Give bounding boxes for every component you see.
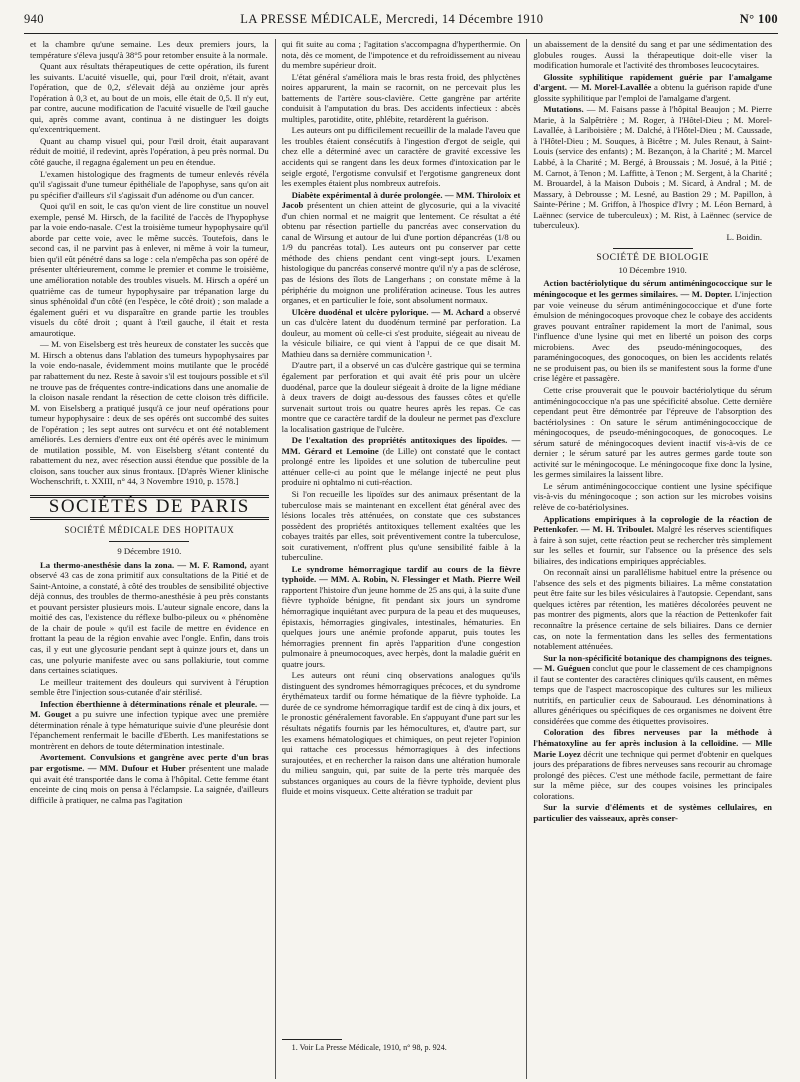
page-header [24, 12, 778, 34]
article-text: a obtenu la guérison rapide d'une glossite syphilitique par l'emploi de l'amalgame d'argent. [533, 82, 773, 103]
article [30, 560, 269, 676]
article [282, 307, 521, 360]
article [533, 278, 772, 383]
article-title: Avortement. Convulsions et gangrène avec perte d'un bras par ergotisme. — MM. Dufour et Huber [30, 752, 269, 773]
article-text: L'injection par voie veineuse du sérum antiméningococcique et d'une forte émulsion de méningocoques provoque chez le cobaye des accidents graves pouvant entraîner rapidement la mort de l'animal, sous l'influence d'une lysine qui met en liberté un poison des corps microbiens. Avec des pseudo-méningocoques, des paraméningocoques, des gonocoques, on bien les accidents relatés ne se produisent pas, ou bien ils se manifestent sous la forme d'une crise légère et passagère. [533, 289, 773, 384]
paragraph: L'état général s'améliora mais le bras resta froid, des phlyctènes noires apparurent, la main se racornit, on ne percevait plus les battements de l'artère sous-clavière. Cette gangrène par artérite conduisit à l'amputation du bras. Des accidents infectieux : abcès multiples, parotidite, otite, phlébite, retardèrent la guérison. [281, 71, 521, 124]
article-text: conclut que pour le classement de ces champignons il faut se contenter des caractères cliniques qu'ils causent, en mêmes temps que de l'aspect macroscopique des cultures sur les milieux nutritifs, en particulier ceux de Sabouraud. Les dénominations à allures génériques ou spécifiques de ces organismes ne doivent être considérées que comme des étiquettes provisoires. [533, 663, 773, 726]
paragraph: Quant au champ visuel qui, pour l'œil droit, était auparavant réduit de moitié, il redevint, après l'opération, à peu près normal. Du côté gauche, il regagna également un peu en étendue. [30, 135, 269, 168]
article-title: Sur la survie d'éléments et de systèmes cellulaires, en particulier des vaisseaux, après conser- [533, 802, 773, 823]
section-divider [613, 248, 693, 249]
paragraph: — M. von Eiselsberg est très heureux de constater les succès que M. Hirsch a obtenus dans l'ablation des tumeurs hypophysaires par la voie endo-nasale, évidemment moins mutilante que le procédé par rabattement du nez. Reste à savoir s'il est toujours possible et s'il ne trouve pas de fréquentes contre-indications dans une anomalie de la cloison nasale rendant la résection de cette cloison très difficile. M. von Eiselsberg a pratiqué jusqu'à ce jour neuf opérations pour tumeur hypophysaire : deux de ses opérés ont succombé des suites de l'opération ; les sept autres ont survécu et ont été notablement améliorés. Les derniers d'entre eux ont été opérés avec le minimum de mutilation possible, M. von Eiselsberg s'étant contenté du rabattement du nez, avec résection aussi étendue que possible de la cloison, sans toucher aux sinus frontaux. [D'après Wiener klinische Wochenschrift, t. XXIII, n° 44, 3 Novembre 1910, p. 1578.] [30, 339, 269, 487]
paragraph: qui fit suite au coma ; l'agitation s'accompagna d'hyperthermie. On nota, dès ce moment, de l'impotence et du refroidissement au niveau du membre supérieur droit. [281, 39, 521, 71]
paragraph: Les auteurs ont pu difficilement recueillir de la malade l'aveu que les troubles étaient consécutifs à l'ingestion d'ergot de seigle, qui chez elle a déterminé avec un caractère de gravité excessive les accidents qui se rangent dans les deux formes d'intoxication par le seigle ergoté, l'ergotisme convulsif et l'ergotisme gangreneux dont les exemples étaient plus nombreux autrefois. [281, 125, 521, 189]
article-text: décrit une technique qui permet d'obtenir en quelques jours des préparations de fibres nerveuses sans recourir au chromage prolongé des pièces. C'est une méthode facile, permettant de faire sur la même pièce, sur des coupes voisines les principales colorations. [533, 748, 773, 801]
society-title: SOCIÉTÉ MÉDICALE DES HOPITAUX [64, 524, 235, 535]
footnote-divider [282, 1039, 342, 1040]
column-1 [24, 39, 275, 1079]
article-title: Sur la non-spécificité botanique des champignons des teignes. — M. Guéguen [533, 652, 773, 674]
paragraph: Quant aux résultats thérapeutiques de cette opération, ils furent les suivants. L'acuité visuelle, qui, pour l'œil droit, n'était, avant l'opération, que de 0,2, s'élevait déjà au onzième jour après l'opération à 0,3 et, au bout de un mois, elle était de 0,5. Il n'y eut, par contre, aucune modification de l'acuité visuelle de l'œil gauche qui, après comme avant, continua à ne distinguer les doigts qu'excentriquement. [30, 61, 269, 135]
paragraph: Si l'on recueille les lipoïdes sur des animaux présentant de la tuberculose mais se maintenant en excellent état général avec des lésions locales très atténuées, on constate que ces substances possèdent des propriétés antitoxiques tellement exaltées que les cobayes traités par elles, soit préventivement contre la tuberculose, soit curativement, n'offrent plus qu'une sensibilité faible à la tuberculine. [281, 488, 521, 563]
article-text: présentent un chien atteint de glycosurie, qui a la vivacité d'un chien normal et ne maigrit que lentement. Ce résultat a été obtenu par résection partielle du pancréas avec conservation du canal de Wirsung et autour de lui d'une portion dépancréas (1/8 ou 1/9 du pancréas total). Les auteurs ont pu conserver par cette méthode des chiens pendant cent vingt-sept jours. L'examen histologique du pancréas conservé montre qu'il n'y a pas de sclérose, pas de lésions des îlots de Langerhans ; on constate même à la périphérie du moignon une prolifération acineuse. Tous les autres organes, et en particulier le foie, sont absolument normaux. [281, 200, 521, 306]
paragraph: Les auteurs ont réuni cinq observations analogues qu'ils distinguent des syndromes hémorragiques précoces, et du syndrome érythémateux tardif ou forme hématique de la fièvre typhoïde. La durée de ce syndrome hémorragique tardif est de cinq à dix jours, et le pronostic généralement favorable. En s'appuyant d'une part sur les résultats négatifs fournis par les hémocultures, et, d'autre part, sur les examens hématologiques et chimiques, on peut rejeter l'opinion qui rattache ces processus hémorragiques à des infections surajoutées, et en rechercher la raison dans une altération humorale du milieu sanguin, qui, par suite de la perte très marquée des substances organiques au cours de la fièvre typhoïde, devient plus fluide et moins visqueux. Cette altération se traduit par [281, 670, 521, 797]
paragraph: Quoi qu'il en soit, le cas qu'on vient de lire constitue un nouvel exemple, pensé M. Hirsch, de la facilité de l'accès de l'hypophyse par la voie endo-nasale. C'est la troisième tumeur hypophysaire qu'il aborde par cette voie, avec le même succès. Toutefois, dans le second cas, il ne parvint pas à enlever, ni même à voir la tumeur, bien qu'il eût pénétré dans sa loge : cela n'empêcha pas son opéré de présenter ultérieurement, comme le premier et comme le troisième, une amélioration notable des troubles visuels. M. Hirsch a opéré un quatrième cas de tumeur hypophysaire par trépanation large du sinus sphénoïdal d'un côté (en l'espèce, le côté droit) ; son malade a également guéri et vu disparaître en grande partie les troubles visuels du côté droit ; quant à l'œil gauche, il était et resta amaurotique. [30, 201, 269, 338]
section-title: SOCIÉTÉS DE PARIS [30, 495, 269, 520]
article-title: Coloration des fibres nerveuses par la méthode à l'hématoxyline au fer après inclusion à la celloïdine. — Mlle Marie Loyez [533, 727, 773, 759]
paragraph: Cette crise prouverait que le pouvoir bactériolytique du sérum antiméningococcique n'a pas une spécificité absolue. Cette dernière cependant peut être démontrée par l'épreuve de l'absorption des bactériolysines : On sature le sérum antiméningococcique de méningocoques, de pseudo-méningocoques, de gonocoques. Le sérum saturé de méningocoques devient inactif vis-à-vis de ce dernier ; le sérum saturé par les autres germes garde toute son activité sur le méningocoque. Le méningocoque fixe donc la lysine, les germes similaires la laissent libre. [533, 384, 773, 480]
paragraph: On reconnaît ainsi un parallélisme habituel entre la présence ou l'absence des sels et des pigments biliaires. La même constatation peut être faite sur les biles vésiculaires à l'autopsie. Cependant, sans quelques ictères par rétention, les matières décolorées peuvent ne pas montrer des pigments, alors que la réaction de Pettenkofer fait reconnaître la présence certaine de sels biliaires. Dans ce dernier cas, on note la fermentation dans les selles des fermentations notablement atténuées. [533, 567, 773, 652]
paragraph: L'examen histologique des fragments de tumeur enlevés révéla qu'il s'agissait d'une tumeur épithéliale de l'apophyse, sans qu'on ait pu spécifier d'ailleurs s'il s'agissait d'un adénome ou d'un cancer. [30, 168, 269, 200]
article [282, 564, 521, 669]
article-title: Ulcère duodénal et ulcère pylorique. — M. Achard [291, 306, 484, 317]
article-title: La thermo-anesthésie dans la zona. — M. F. Ramond, [40, 559, 247, 570]
journal-title: LA PRESSE MÉDICALE, Mercredi, 14 Décembre 1910 [240, 12, 544, 26]
title-divider [109, 541, 189, 542]
paragraph: Le sérum antiméningococcique contient une lysine spécifique vis-à-vis du méningocoque ; son action sur les microbes voisins relève de co-batériolysines. [533, 480, 773, 512]
paragraph: D'autre part, il a observé un cas d'ulcère gastrique qui se termina également par perforation et qui avait été pris pour un ulcère duodénal, parce que la douleur siégeait à droite de la ligne médiane à deux travers de doigt au-dessous des fausses côtes et qu'elle survenait surtout trois ou quatre heures après les repas. Ce cas montre que ce caractère tardif de la douleur ne permet pas d'exclure la localisation gastrique de l'ulcère. [281, 360, 521, 434]
article-text: a observé un cas d'ulcère latent du duodénum terminé par perforation. La douleur, au moment où celle-ci s'est produite, siégeait au niveau de la vésicule biliaire, ce qui vient à l'appui de ce que disait M. Mathieu dans sa dernière communication ¹. [281, 306, 521, 359]
article-title: Action bactériolytique du sérum antiméningococcique sur le méningocoque et les germes similaires. — M. Dopter. [533, 278, 773, 300]
society-title: SOCIÉTÉ DE BIOLOGIE [596, 253, 710, 264]
article-title: Mutations. [543, 104, 584, 115]
article-text: rapportent l'histoire d'un jeune homme de 25 ans qui, à la suite d'une fièvre typhoïde bénigne, fit pendant six jours un syndrome hémorragique inquiétant avec purpura de la peau et des muqueuses, épistaxis, hémorragies gingivales, intestinales, hématuries. En quelques jours une anémie profonde apparut, puis toutes les hémorragies prennent fin après l'apparition d'une congestion pulmonaire à pneumocoques, avec herpès, dont la maladie guérit en quatre jours. [281, 584, 521, 669]
article [533, 104, 772, 231]
article [30, 752, 269, 805]
article [533, 514, 772, 567]
article-title: Applications empiriques à la coprologie de la réaction de Pettenkofer. — M. H. Triboulet. [533, 513, 773, 535]
column-3 [526, 39, 778, 1079]
article-title: Diabète expérimental à durée prolongée. — MM. Thiroloix et Jacob [281, 189, 521, 211]
article [533, 72, 772, 104]
footnote: 1. Voir La Presse Médicale, 1910, n° 98, p. 924. [291, 1043, 447, 1053]
article-text: ayant observé 43 cas de zona primitif aux consultations de la Pitié et de Saint-Antoine, a constaté, à côté des troubles de sensibilité objective déjà connus, des troubles de thermo-anesthésie à peu près constants et pouvant persister plusieurs mois. L'auteur signale encore, dans la moitié des cas, l'existence du réflexe bulbo-pileux ou « phénomène de la chair de poule » qu'il est facile de mettre en évidence en frottant la peau de la région envahie avec l'ongle. Enfin, dans trois cas, il y eut une glycosurie pendant sept à quinze jours et, dans un cas, une polyurie manifeste avec ou sans pollakiurie, tout comme dans certaines sciatiques. [30, 559, 269, 676]
article-title: De l'exaltation des propriétés antitoxiques des lipoïdes. — MM. Gérard et Lemoine [281, 435, 521, 456]
article-title: Le syndrome hémorragique tardif au cours de la fièvre typhoïde. — MM. A. Robin, N. Flessinger et Math. Pierre Weil [281, 563, 521, 585]
article-text: Malgré les réserves scientifiques à faire à son sujet, cette réaction peut se rechercher très simplement sur les selles et fournir, sur l'absence ou la présence des sels biliaires, des indications empiriques appréciables. [533, 524, 773, 566]
article [30, 699, 269, 752]
article-title: Infection éberthienne à déterminations rénale et pleurale. — M. Gouget [30, 698, 269, 720]
article [533, 653, 772, 727]
article [282, 435, 521, 488]
paragraph: un abaissement de la densité du sang et par une sédimentation des globules rouges. Aussi la thérapeutique doit-elle viser la modification humorale et l'activité des thromboses leucocytaires. [533, 39, 773, 71]
article-text: a pu suivre une infection typique avec une première détermination rénale à type hématurique suivie d'une pleurésie dont l'épanchement renfermait le bacille d'Eberth. Les manifestations se montrèrent en dehors de toute détermination intestinale. [30, 709, 269, 751]
paragraph: Le meilleur traitement des douleurs qui survivent à l'éruption semble être l'injection sous-cutanée d'air stérilisé. [30, 676, 269, 698]
article-text: (de Lille) ont constaté que le contact prolongé entre les lipoïdes et une solution de tuberculine peut atténuer celle-ci au point que le mélange injecté ne peut plus produire ni ophtalmo ni cuti-réaction. [281, 445, 521, 488]
signature: L. Boidin. [726, 231, 763, 242]
article-title: Glossite syphilitique rapidement guérie par l'amalgame d'argent. — M. Morel-Lavallée [533, 71, 773, 93]
text-columns [24, 39, 778, 1079]
issue-number: N° 100 [739, 12, 778, 26]
society-date: 9 Décembre 1910. [117, 546, 182, 557]
page-number: 940 [24, 12, 44, 26]
article-text: — M. Faisans passe à l'hôpital Beaujon ; M. Pierre Marie, à la Salpêtrière ; M. Roger, à l'Hôtel-Dieu ; M. Morel-Lavallée, à Lariboisière ; M. Dalché, à l'Hôtel-Dieu ; M. Caussade, à l'Hôtel-Dieu ; M. Souques, à Bicêtre ; M. Jules Renaut, à Saint-Louis (service des enfants) ; M. Bezançon, à la Charité ; M. Marcel Labbé, à la Charité ; M. Bergé, à Broussais ; M. Josué, à la Pitié ; M. Carnot, à Tenon ; M. Laffitte, à Tenon ; M. Sergent, à la Charité ; M. Brouardel, à la Maison Dubois ; M. Sicard, à Andral ; M. de Massary, à Debrousse ; M. Lesné, au Bastion 29 ; M. Papillon, à Sainte-Périne ; M. Griffon, à l'hospice d'Ivry ; M. Léon Bernard, à Laënnec (service de tuberculeux) ; M. Rist, à Laënnec (service de tuberculeux). [533, 104, 773, 231]
article-text: présentent une malade qui avait été transportée dans le coma à l'hôpital. Cette femme étant enceinte de cinq mois on pensa à l'éclampsie. La saignée, d'ailleurs difficile à pratiquer, ne calma pas l'agitation [30, 763, 269, 805]
footnote-block [282, 1033, 521, 1055]
society-date: 10 Décembre 1910. [618, 264, 687, 275]
article [533, 802, 772, 823]
column-2 [275, 39, 527, 1079]
article [282, 190, 521, 306]
article [533, 727, 772, 801]
paragraph: et la chambre qu'une semaine. Les deux premiers jours, la température s'éleva jusqu'à 38°5 pour retomber ensuite à la normale. [30, 39, 269, 60]
